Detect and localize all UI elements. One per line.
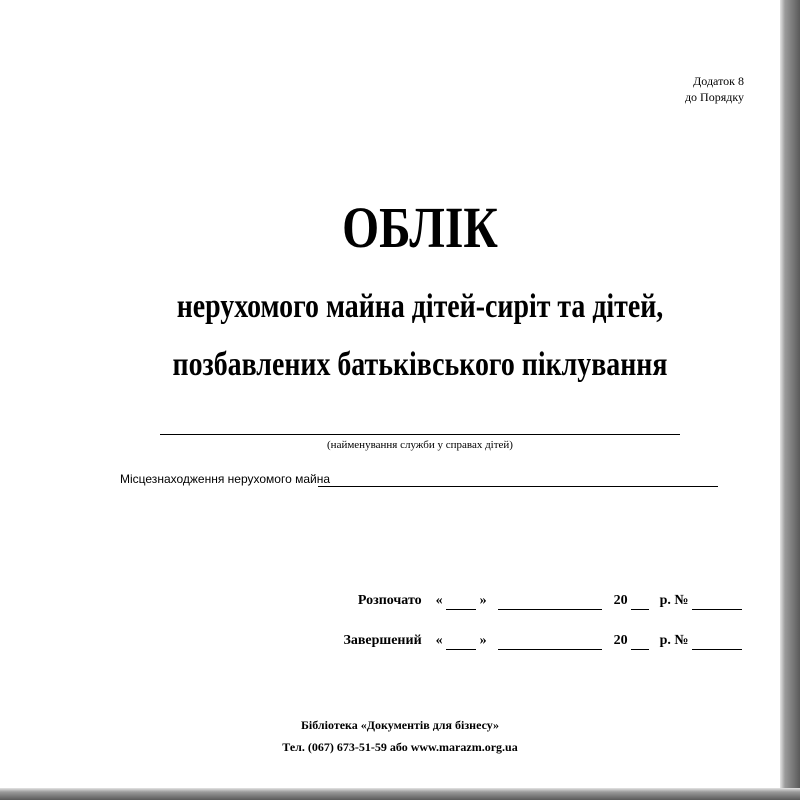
end-year-suffix: р. № xyxy=(659,633,689,648)
subtitle-line-1: нерухомого майна дітей-сиріт та дітей, xyxy=(176,288,664,325)
end-year-blank xyxy=(631,635,649,650)
start-year-blank xyxy=(631,595,649,610)
footer xyxy=(0,714,800,758)
service-name-blank xyxy=(160,434,680,435)
start-year-suffix: р. № xyxy=(659,593,689,608)
page-shadow-right xyxy=(780,0,800,800)
end-date-row xyxy=(343,632,742,652)
start-number-blank xyxy=(692,595,742,610)
end-day-blank xyxy=(446,635,476,650)
service-name-caption: (найменування служби у справах дітей) xyxy=(327,439,513,451)
start-quote-close: » xyxy=(479,593,487,608)
start-year-prefix: 20 xyxy=(613,593,628,608)
end-quote-close: » xyxy=(479,633,487,648)
end-quote-open: « xyxy=(435,633,443,648)
start-day-blank xyxy=(446,595,476,610)
page-shadow-bottom xyxy=(0,788,800,800)
subtitle-line-2: позбавлених батьківського піклування xyxy=(172,346,668,383)
start-quote-open: « xyxy=(435,593,443,608)
end-month-blank xyxy=(498,635,602,650)
start-month-blank xyxy=(498,595,602,610)
end-year-prefix: 20 xyxy=(613,633,628,648)
footer-line-1: Бібліотека «Документів для бізнесу» xyxy=(300,718,500,732)
appendix-line-2: до Порядку xyxy=(684,90,744,104)
end-date-label: Завершений xyxy=(343,633,422,648)
start-date-label: Розпочато xyxy=(357,593,422,608)
location-label: Місцезнаходження нерухомого майна xyxy=(120,472,331,486)
start-date-row xyxy=(358,592,742,612)
appendix-note xyxy=(685,73,744,105)
document-title: ОБЛІК xyxy=(342,195,498,260)
location-blank xyxy=(318,486,718,487)
end-number-blank xyxy=(692,635,742,650)
location-row xyxy=(120,471,720,489)
footer-line-2: Тел. (067) 673-51-59 або www.marazm.org.ua xyxy=(282,740,518,754)
appendix-line-1: Додаток 8 xyxy=(693,74,744,88)
